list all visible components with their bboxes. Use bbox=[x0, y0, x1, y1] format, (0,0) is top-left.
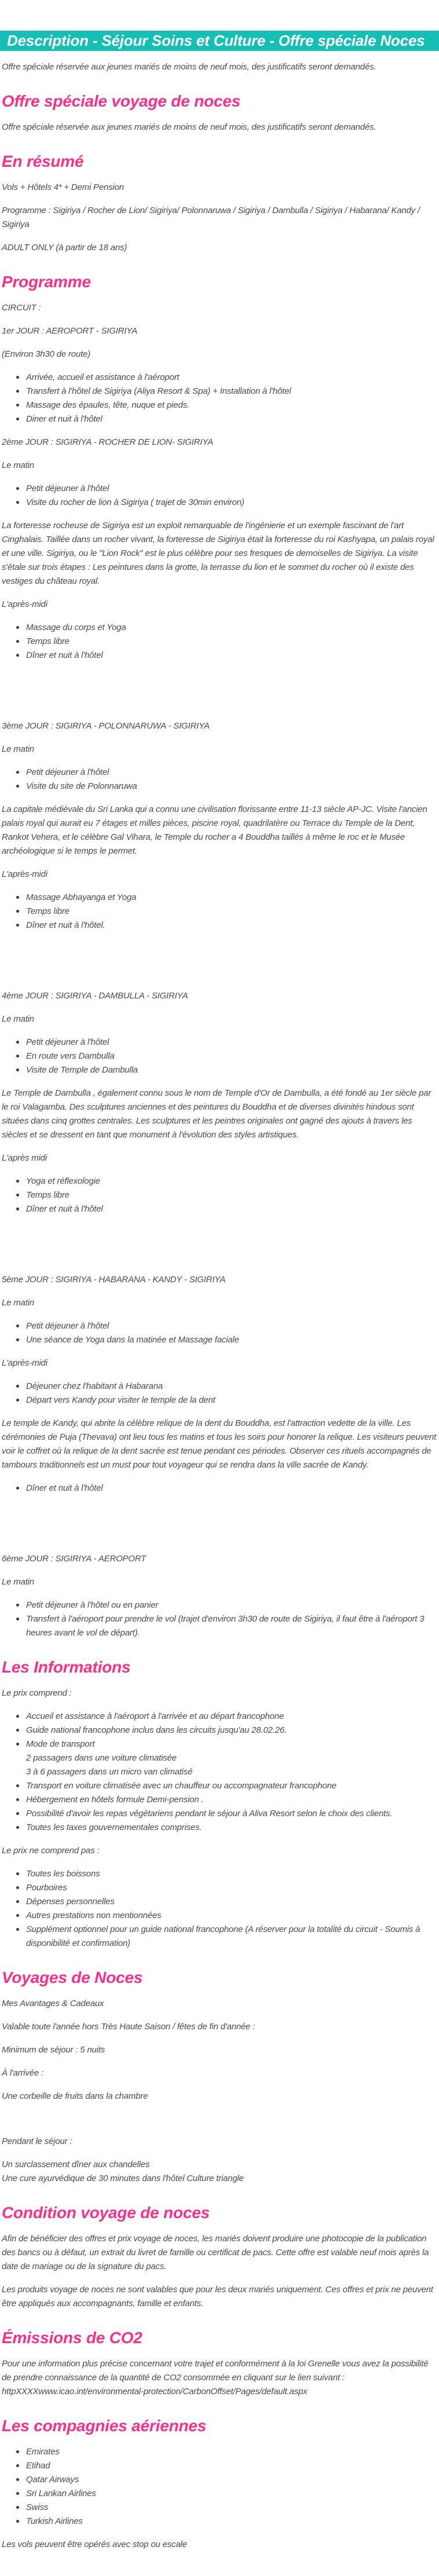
section-spacer bbox=[2, 2113, 437, 2125]
list-item bbox=[26, 1202, 437, 1216]
list-item bbox=[26, 1724, 437, 1737]
list-item bbox=[26, 1049, 437, 1063]
paragraph: L'après-midi bbox=[2, 1358, 47, 1368]
list-item-text: Massage des épaules, tête, nuque et pieds. bbox=[26, 400, 189, 410]
list-item-text: Déjeuner chez l'habitant à Habarana bbox=[26, 1381, 163, 1391]
list-item bbox=[26, 905, 437, 919]
list-item-text: Transport en voiture climatisée avec un chauffeur ou accompagnateur francophone bbox=[26, 1781, 336, 1791]
paragraph-line: Un surclassement dîner aux chandelles bbox=[2, 2160, 150, 2169]
list-item bbox=[26, 398, 437, 412]
list-item bbox=[26, 2515, 437, 2529]
list-item bbox=[26, 2473, 437, 2487]
list-item-text: Visite de Temple de Dambulla bbox=[26, 1065, 138, 1075]
paragraph: Le prix comprend : bbox=[2, 1688, 72, 1698]
list-item-text: Diner et nuit à l'hôtel bbox=[26, 414, 103, 424]
paragraph: 3ème JOUR : SIGIRIYA - POLONNARUWA - SIGIRIYA bbox=[2, 721, 210, 731]
bullet-list bbox=[2, 766, 437, 793]
paragraph: ADULT ONLY (à partir de 18 ans) bbox=[2, 243, 127, 253]
paragraph: Le matin bbox=[2, 1014, 34, 1024]
section-heading: Les compagnies aériennes bbox=[2, 2417, 207, 2435]
bullet-list bbox=[2, 482, 437, 510]
list-item-text: Transfert à l'hôtel de Sigiriya (Aliya Resort & Spa) + Installation à l'hôtel bbox=[26, 386, 291, 396]
list-item-text: Emirates bbox=[26, 2447, 60, 2457]
list-item bbox=[26, 1333, 437, 1347]
list-item-text: Dîner et nuit à l'hôtel bbox=[26, 1204, 103, 1214]
list-item bbox=[26, 1793, 437, 1807]
paragraph: La capitale médiévale du Sri Lanka qui a connu une civilisation florissante entre 11-13 siècle AP-JC. Visite l'ancien palais royal qui aurait eu 7 étages et milles pièces, piscine royal, quadrilatère ou Terrace du Temple de la Dent, Rankot Vehera, et le célèbre Gal Vihara, le Temple du rocher a 4 Bouddha taillés à même le roc et le Musée archéologique si le temps le permet. bbox=[2, 804, 427, 856]
list-item-text: Visite du site de Polonnaruwa bbox=[26, 781, 137, 791]
list-item bbox=[26, 1710, 437, 1724]
list-item bbox=[26, 2501, 437, 2515]
paragraph: Vols + Hôtels 4* + Demi Pension bbox=[2, 182, 124, 192]
section-heading: Les Informations bbox=[2, 1658, 131, 1676]
paragraph: La forteresse rocheuse de Sigiriya est un exploit remarquable de l'ingénierie et un exemple fascinant de l'art Cinghalais. Taillée dans un rocher vivant, la forteresse de Sigiriya était la forteresse du roi Kashyapa, un palais royal et une ville. Sigiriya, ou le "Lion Rock" est le plus célèbre pour ses fresques de demoiselles de Sigiriya. La visite s'étale sur trois étapes : Les peintures dans la grotte, la terrasse du lion et le sommet du rocher où il existe des vestiges du château royal. bbox=[2, 521, 434, 586]
section-heading: Programme bbox=[2, 273, 91, 291]
list-item-text: Turkish Airlines bbox=[26, 2516, 83, 2526]
paragraph: Le matin bbox=[2, 1577, 34, 1587]
section-heading: Voyages de Noces bbox=[2, 1968, 143, 1986]
list-item-text: Dîner et nuit à l'hôtel bbox=[26, 650, 103, 660]
list-item bbox=[26, 1779, 437, 1793]
paragraph: CIRCUIT : bbox=[2, 303, 41, 313]
paragraph: 5ème JOUR : SIGIRIYA - HABARANA - KANDY - SIGIRIYA bbox=[2, 1275, 226, 1285]
paragraph: Le Temple de Dambulla , également connu sous le nom de Temple d'Or de Dambulla, a été fondé au 1er siècle par le roi Valagamba. Des sculptures anciennes et des peintures du Bouddha et de diverses divinités hindous sont situées dans cinq grottes centrales. Les sculptures et les peintres originales ont gagné des ajouts à travers les siècles et se dressent en tant que monument à l'évolution des styles artistiques. bbox=[2, 1088, 431, 1140]
list-item-text: Massage Abhayanga et Yoga bbox=[26, 892, 137, 902]
paragraph: 6ème JOUR : SIGIRIYA - AEROPORT bbox=[2, 1554, 147, 1564]
bullet-list bbox=[2, 2445, 437, 2529]
section-spacer bbox=[2, 1505, 437, 1543]
list-item bbox=[26, 1063, 437, 1077]
paragraph: Les produits voyage de noces ne sont valables que pour les deux mariés uniquement. Ces offres et prix ne peuvent être appliqués aux accompagnants, famille et enfants. bbox=[2, 2285, 433, 2308]
list-item bbox=[26, 2445, 437, 2459]
paragraph: Offre spéciale réservée aux jeunes mariés de moins de neuf mois, des justificatifs seront demandés. bbox=[2, 62, 376, 72]
list-item-text: Autres prestations non mentionnées bbox=[26, 1911, 162, 1920]
paragraph: 4ème JOUR : SIGIRIYA - DAMBULLA - SIGIRIYA bbox=[2, 991, 188, 1001]
paragraph: Valable toute l'année hors Très Haute Saison / fêtes de fin d'année : bbox=[2, 2022, 255, 2032]
list-item bbox=[26, 635, 437, 649]
list-item bbox=[26, 1821, 437, 1835]
bullet-list bbox=[2, 1867, 437, 1951]
list-item bbox=[26, 1319, 437, 1333]
list-item bbox=[26, 1481, 437, 1495]
list-item-subline: 2 passagers dans une voiture climatisée bbox=[26, 1753, 177, 1763]
bullet-list bbox=[2, 621, 437, 663]
list-item-text: Petit déjeuner à l'hôtel ou en panier bbox=[26, 1600, 159, 1610]
list-item bbox=[26, 371, 437, 385]
list-item bbox=[26, 496, 437, 510]
paragraph: Mes Avantages & Cadeaux bbox=[2, 1999, 104, 2008]
list-item-text: Guide national francophone inclus dans les circuits jusqu'au 28.02.26. bbox=[26, 1725, 287, 1735]
list-item-text: Petit déjeuner à l'hôtel bbox=[26, 767, 109, 777]
list-item-text: Mode de transport bbox=[26, 1739, 95, 1749]
list-item bbox=[26, 2459, 437, 2473]
paragraph bbox=[2, 2357, 437, 2399]
paragraph bbox=[2, 2158, 437, 2186]
bullet-list bbox=[2, 1319, 437, 1347]
bullet-list bbox=[2, 1710, 437, 1835]
paragraph: Le matin bbox=[2, 744, 34, 754]
list-item-text: Arrivée, accueil et assistance à l'aéroport bbox=[26, 372, 180, 382]
list-item-text: Temps libre bbox=[26, 1190, 69, 1200]
paragraph: 1er JOUR : AEROPORT - SIGIRIYA bbox=[2, 326, 138, 336]
paragraph: À l'arrivée : bbox=[2, 2068, 43, 2078]
section-spacer bbox=[2, 1225, 437, 1264]
list-item-text: Yoga et réflexologie bbox=[26, 1176, 100, 1186]
list-item bbox=[26, 385, 437, 398]
paragraph: 2ème JOUR : SIGIRIYA - ROCHER DE LION- SIGIRIYA bbox=[2, 437, 214, 447]
list-item bbox=[26, 482, 437, 496]
paragraph: Minimum de séjour : 5 nuits bbox=[2, 2045, 105, 2055]
list-item bbox=[26, 1188, 437, 1202]
paragraph: L'après-midi bbox=[2, 869, 47, 879]
section-heading: En résumé bbox=[2, 152, 84, 170]
list-item bbox=[26, 1909, 437, 1923]
bullet-list bbox=[2, 1598, 437, 1640]
list-item-text: Etihad bbox=[26, 2461, 50, 2471]
page-title: Description - Séjour Soins et Culture - Offre spéciale Noces bbox=[7, 32, 425, 49]
list-item-text: Pourboires bbox=[26, 1883, 67, 1893]
list-item-text: Toutes les taxes gouvernementales comprises. bbox=[26, 1823, 202, 1832]
title-banner bbox=[0, 31, 439, 51]
bullet-list bbox=[2, 891, 437, 932]
list-item bbox=[26, 1174, 437, 1188]
list-item bbox=[26, 780, 437, 793]
bullet-list bbox=[2, 1174, 437, 1216]
list-item bbox=[26, 1923, 437, 1951]
bullet-list bbox=[2, 1481, 437, 1495]
list-item-text: Dîner et nuit à l'hôtel bbox=[26, 1483, 103, 1493]
section-heading: Offre spéciale voyage de noces bbox=[2, 92, 241, 110]
paragraph: Offre spéciale réservée aux jeunes mariés de moins de neuf mois, des justificatifs seront demandés. bbox=[2, 122, 376, 132]
list-item-text: Possibilité d'avoir les repas végétariens pendant le séjour à Aliva Resort selon le choix des clients. bbox=[26, 1809, 393, 1818]
list-item bbox=[26, 891, 437, 905]
list-item-text: Petit déjeuner à l'hôtel bbox=[26, 1321, 109, 1331]
section-heading: Émissions de CO2 bbox=[2, 2329, 142, 2347]
list-item bbox=[26, 1881, 437, 1895]
list-item bbox=[26, 1807, 437, 1821]
list-item bbox=[26, 1612, 437, 1640]
list-item-text: Supplément optionnel pour un guide national francophone (A réserver pour la totalité du circuit - Soumis à disponibilité et confirmation) bbox=[26, 1924, 420, 1948]
list-item-text: Dépenses personnelles bbox=[26, 1897, 115, 1907]
list-item bbox=[26, 1035, 437, 1049]
list-item bbox=[26, 621, 437, 635]
paragraph: Afin de bénéficier des offres et prix voyage de noces, les mariés doivent produire une photocopie de la publication des bancs ou à défaut, un extrait du livret de famille ou certificat de pacs. Cette offre est valable neuf mois après la date de mariage ou de la signature du pacs. bbox=[2, 2234, 429, 2271]
list-item bbox=[26, 2487, 437, 2501]
paragraph: (Environ 3h30 de route) bbox=[2, 349, 90, 359]
section-heading: Condition voyage de noces bbox=[2, 2204, 210, 2222]
paragraph-line: Pour une information plus précise concernant votre trajet et conformément à la loi Grenelle vous avez la possibilité de prendre connaissance de la quantité de CO2 consommée en cliquant sur le lien suivant : bbox=[2, 2359, 429, 2383]
paragraph: Les vols peuvent être opérés avec stop ou escale bbox=[2, 2540, 187, 2549]
paragraph: Une corbeille de fruits dans la chambre bbox=[2, 2091, 148, 2101]
list-item bbox=[26, 649, 437, 663]
paragraph: L'après-midi bbox=[2, 599, 47, 609]
bullet-list bbox=[2, 1380, 437, 1407]
list-item-text: Sri Lankan Airlines bbox=[26, 2489, 96, 2498]
list-item bbox=[26, 919, 437, 932]
list-item-text: Accueil et assistance à l'aéroport à l'arrivée et au départ francophone bbox=[26, 1711, 284, 1721]
paragraph: Programme : Sigiriya / Rocher de Lion/ Sigiriya/ Polonnaruwa / Sigiriya / Dambulla / Sigiriya / Habarana/ Kandy / Sigiriya bbox=[2, 206, 420, 229]
paragraph: Le matin bbox=[2, 460, 34, 470]
paragraph: L'après midi bbox=[2, 1153, 47, 1163]
paragraph: Le prix ne comprend pas : bbox=[2, 1846, 100, 1856]
list-item-text: Départ vers Kandy pour visiter le temple de la dent bbox=[26, 1395, 215, 1405]
list-item-text: Petit déjeuner à l'hôtel bbox=[26, 1037, 109, 1047]
paragraph: Le matin bbox=[2, 1298, 34, 1308]
list-item-subline: 3 à 6 passagers dans un micro van climatisé bbox=[26, 1767, 193, 1777]
list-item bbox=[26, 1393, 437, 1407]
list-item-text: Hébergement en hôtels formule Demi-pension . bbox=[26, 1795, 204, 1805]
list-item bbox=[26, 1737, 437, 1779]
list-item-text: Temps libre bbox=[26, 906, 69, 916]
paragraph: Pendant le séjour : bbox=[2, 2136, 72, 2146]
list-item bbox=[26, 1867, 437, 1881]
list-item-text: Dîner et nuit à l'hôtel. bbox=[26, 920, 105, 930]
list-item-text: Petit déjeuner à l'hôtel bbox=[26, 484, 109, 493]
bullet-list bbox=[2, 371, 437, 426]
list-item-text: Qatar Airways bbox=[26, 2475, 79, 2484]
list-item-text: Une séance de Yoga dans la matinée et Massage faciale bbox=[26, 1335, 239, 1345]
paragraph-line: Une cure ayurvédique de 30 minutes dans l'hôtel Culture triangle bbox=[2, 2174, 244, 2183]
list-item-text: Transfert à l'aéroport pour prendre le vol (trajet d'environ 3h30 de route de Sigiriya, il faut être à l'aéroport 3 heures avant le vol de départ). bbox=[26, 1614, 425, 1638]
list-item-text: Temps libre bbox=[26, 636, 69, 646]
section-spacer bbox=[2, 942, 437, 980]
list-item-text: Massage du corps et Yoga bbox=[26, 623, 126, 632]
document-body bbox=[0, 60, 439, 2576]
section-spacer bbox=[2, 672, 437, 710]
list-item bbox=[26, 1895, 437, 1909]
list-item-text: Toutes les boissons bbox=[26, 1869, 100, 1879]
list-item bbox=[26, 766, 437, 780]
list-item bbox=[26, 1598, 437, 1612]
list-item-text: En route vers Dambulla bbox=[26, 1051, 115, 1061]
list-item bbox=[26, 412, 437, 426]
paragraph-line: httpXXXXwww.icao.int/environmental-protection/CarbonOffset/Pages/default.aspx bbox=[2, 2387, 308, 2396]
list-item-text: Swiss bbox=[26, 2502, 49, 2512]
paragraph: Le temple de Kandy, qui abrite la célèbre relique de la dent du Bouddha, est l'attraction vedette de la ville. Les cérémonies de Puja (Thevava) ont lieu tous les matins et tous les soirs pour honorer la relique. Les visiteurs peuvent voir le coffret où la relique de la dent sacrée est tenue pendant ces périodes. Observer ces rituels accompagnés de tambours traditionnels est un must pour tout voyageur qui se rendra dans la ville sacrée de Kandy. bbox=[2, 1418, 437, 1470]
bullet-list bbox=[2, 1035, 437, 1077]
list-item-text: Visite du rocher de lion à Sigiriya ( trajet de 30min environ) bbox=[26, 497, 244, 507]
list-item bbox=[26, 1380, 437, 1393]
